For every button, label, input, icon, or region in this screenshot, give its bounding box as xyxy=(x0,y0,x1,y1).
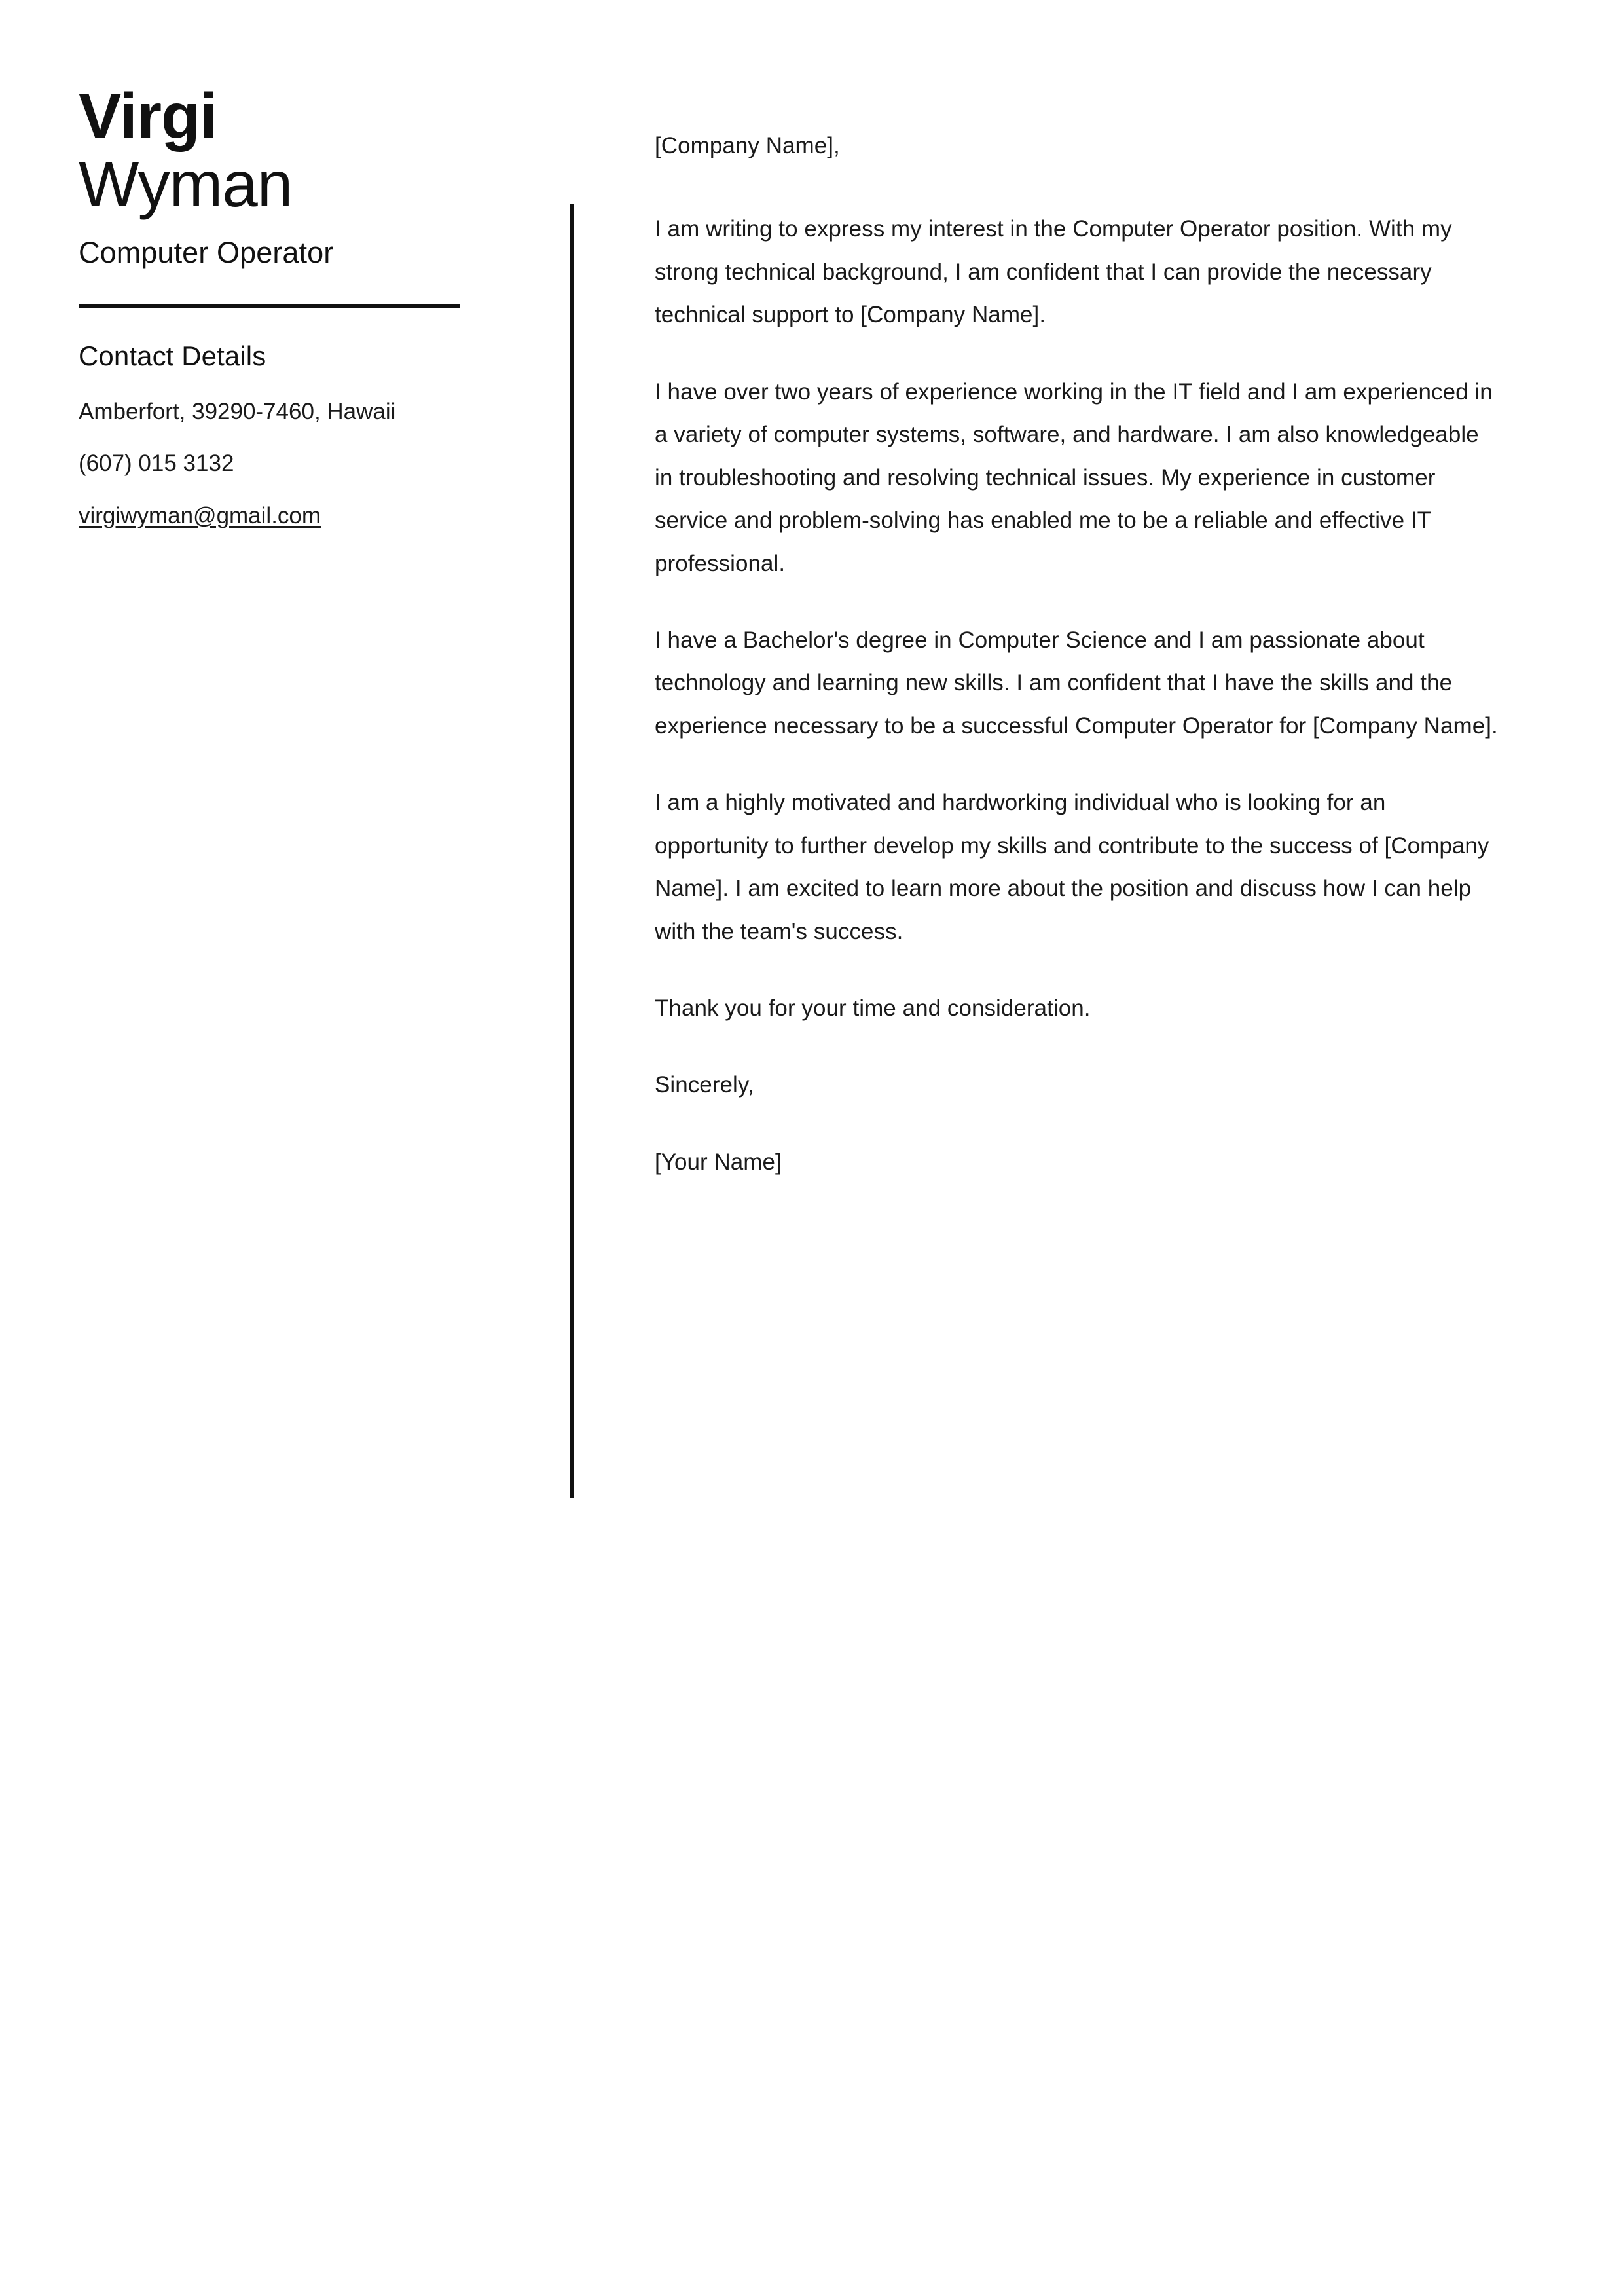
contact-details-heading: Contact Details xyxy=(79,341,266,372)
candidate-first-name: Virgi xyxy=(79,80,217,152)
letter-signature: [Your Name] xyxy=(655,1149,782,1175)
column-divider-line xyxy=(570,204,574,1498)
contact-phone: (607) 015 3132 xyxy=(79,451,234,477)
candidate-name xyxy=(79,80,511,220)
candidate-last-name: Wyman xyxy=(79,147,293,220)
contact-details-list xyxy=(79,394,511,533)
letter-sign-off: Sincerely, xyxy=(655,1072,754,1098)
contact-email-link[interactable]: virgiwyman@gmail.com xyxy=(79,502,321,528)
candidate-job-title: Computer Operator xyxy=(79,235,334,269)
letter-body xyxy=(655,124,1499,1183)
letter-salutation: [Company Name], xyxy=(655,133,840,158)
letter-paragraph-3: I have a Bachelor's degree in Computer Science and I am passionate about technology and learning new skills. I am confident that I have the skills and the experience necessary to be a successful Computer Operator for [Company Name]. xyxy=(655,627,1498,739)
letter-paragraph-2: I have over two years of experience working in the IT field and I am experienced in a variety of computer systems, software, and hardware. I am also knowledgeable in troubleshooting and resolving technical issues. My experience in customer service and problem-solving has enabled me to be a reliable and effective IT professional. xyxy=(655,379,1493,576)
sidebar-divider-rule xyxy=(79,304,460,308)
contact-address: Amberfort, 39290-7460, Hawaii xyxy=(79,399,396,425)
letter-thanks: Thank you for your time and consideration. xyxy=(655,995,1091,1021)
sidebar xyxy=(79,80,511,533)
letter-paragraph-1: I am writing to express my interest in the Computer Operator position. With my strong technical background, I am confident that I can provide the necessary technical support to [Company Name]. xyxy=(655,216,1452,328)
letter-paragraph-4: I am a highly motivated and hardworking individual who is looking for an opportunity to further develop my skills and contribute to the success of [Company Name]. I am excited to learn more about the position and discuss how I can help with the team's success. xyxy=(655,790,1489,944)
